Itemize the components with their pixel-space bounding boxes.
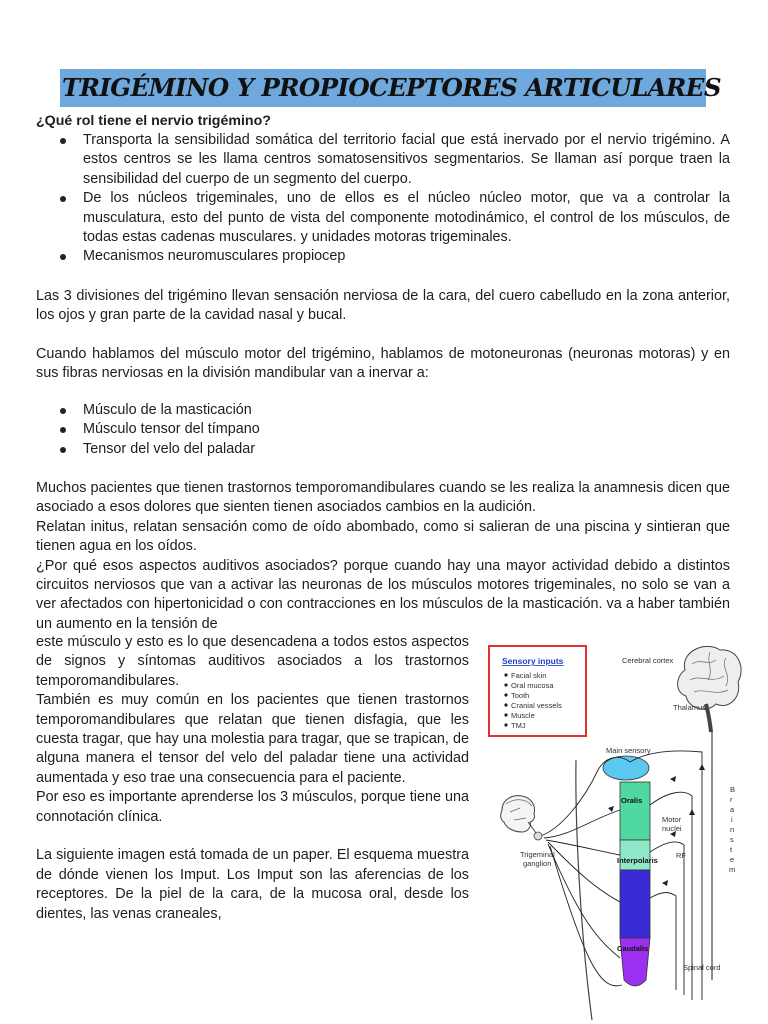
paragraph-symptoms: Relatan initus, relatan sensación como de oído abombado, como si salieran de una piscina y sintieran que tienen agua en los oídos. — [36, 518, 730, 555]
trigeminal-ganglion-label-1: Trigeminal — [520, 850, 555, 859]
oralis-nucleus — [620, 782, 650, 840]
spinal-cord-label: Spinal cord — [683, 963, 721, 972]
page-title: TRIGÉMINO Y PROPIOCEPTORES ARTICULARES — [62, 73, 721, 102]
brainstem-letter: e — [730, 855, 735, 864]
brainstem-letter: t — [730, 845, 733, 854]
rf-label: RF — [676, 851, 686, 860]
sensory-inputs-title: Sensory inputs — [502, 656, 564, 666]
list-item: Tensor del velo del paladar — [36, 440, 730, 459]
paragraph-hearing: Muchos pacientes que tienen trastornos temporomandibulares cuando se les realiza la anamnesis dicen que asociado a esos dolores que sienten tienen asociados cambios en la audición. — [36, 480, 730, 516]
brain-icon — [678, 646, 741, 732]
paragraph-narrow-column — [36, 633, 469, 924]
input-cranial-vessels: Cranial vessels — [511, 701, 562, 710]
input-oral-mucosa: Oral mucosa — [511, 681, 554, 690]
motor-nuclei-label-2: nuclei — [662, 824, 682, 833]
list-item: De los núcleos trigeminales, uno de ellos es el núcleo núcleo motor, que va a controlar la musculatura, esto del punto de vista del componente motodinámico, el control de los músculos, de todas estas cadenas musculares. y unidades motoras trigeminales. — [36, 189, 730, 247]
paragraph-why-full: ¿Por qué esos aspectos auditivos asociados? porque cuando hay una mayor actividad debido a distintos circuitos nerviosos que van a activar las neuronas de los músculos motores trigeminales, no solo se van a ver afectados con hipertonicidad o con contracciones en los músculos de la masticación. va a haber también un aumento en la tensión de — [36, 557, 730, 632]
bullet-list-roles — [36, 131, 730, 267]
input-tmj: TMJ — [511, 721, 526, 730]
list-item: Transporta la sensibilidad somática del territorio facial que está inervado por el nervio trigémino. A estos centros se les llama centros somatosensitivos segmentarios. Se llaman así porque traen la sensibilidad del cuerpo de un segmento del cuerpo. — [36, 131, 730, 189]
question-heading: ¿Qué rol tiene el nervio trigémino? — [36, 113, 271, 129]
list-item: Mecanismos neuromusculares propiocep — [36, 247, 730, 266]
trigeminal-diagram-svg — [480, 640, 750, 1024]
main-sensory-label: Main sensory — [606, 746, 651, 755]
list-item: Músculo tensor del tímpano — [36, 420, 730, 439]
trigeminal-ganglion — [534, 832, 542, 840]
brainstem-letter: i — [731, 815, 733, 824]
oralis-label: Oralis — [621, 796, 643, 805]
bullet-list-muscles — [36, 401, 730, 459]
paragraph-divisions: Las 3 divisiones del trigémino llevan sensación nerviosa de la cara, del cuero cabelludo en la zona anterior, los ojos y gran parte de la cavidad nasal y bucal. — [36, 288, 730, 324]
title-banner — [60, 69, 721, 107]
paragraph-why-continued: este músculo y esto es lo que desencadena a todos estos aspectos de signos y síntomas auditivos asociados a los trastornos temporomandibulares. — [36, 634, 469, 689]
trigeminal-diagram — [480, 640, 750, 1024]
oralis-interpolaris-transition — [620, 840, 650, 870]
paragraph-importance: Por eso es importante aprenderse los 3 músculos, porque tiene una connotación clínica. — [36, 789, 469, 825]
brainstem-letter: a — [730, 805, 735, 814]
paragraph-dysphagia: También es muy común en los pacientes que tienen trastornos temporomandibulares que relatan que tienen disfagia, que les cuesta tragar, que hay una molestia para tragar, que se trapican, de alguna manera el tensor del velo del paladar tiene una actividad aumentada y eso trae una consecuencia para el paciente. — [36, 692, 469, 786]
interpolaris-nucleus — [620, 870, 650, 938]
cerebral-cortex-label: Cerebral cortex — [622, 656, 674, 665]
motor-nuclei-label-1: Motor — [662, 815, 682, 824]
input-muscle: Muscle — [511, 711, 535, 720]
brainstem-letter: n — [730, 825, 735, 834]
paragraph-motor: Cuando hablamos del músculo motor del trigémino, hablamos de motoneuronas (neuronas motoras) y en sus fibras nerviosas en la división mandibular van a inervar a: — [36, 346, 730, 382]
brainstem-letter: r — [730, 795, 733, 804]
thalamus-label: Thalamus — [673, 703, 706, 712]
paragraph-image-intro: La siguiente imagen está tomada de un paper. El esquema muestra de dónde vienen los Imput. Los Imput son las aferencias de los receptores. De la piel de la cara, de la mucosa oral, desde los dientes, las venas craneales, — [36, 847, 469, 922]
caudalis-label: Caudalis — [617, 944, 649, 953]
head-icon — [501, 796, 542, 840]
brainstem-letter: m — [729, 865, 736, 874]
input-facial-skin: Facial skin — [511, 671, 547, 680]
interpolaris-label: Interpolaris — [617, 856, 658, 865]
list-item: Músculo de la masticación — [36, 401, 730, 420]
brainstem-letter: s — [730, 835, 734, 844]
input-tooth: Tooth — [511, 691, 530, 700]
brainstem-letter: B — [730, 785, 736, 794]
paragraph-patients — [36, 479, 730, 634]
trigeminal-ganglion-label-2: ganglion — [523, 859, 552, 868]
